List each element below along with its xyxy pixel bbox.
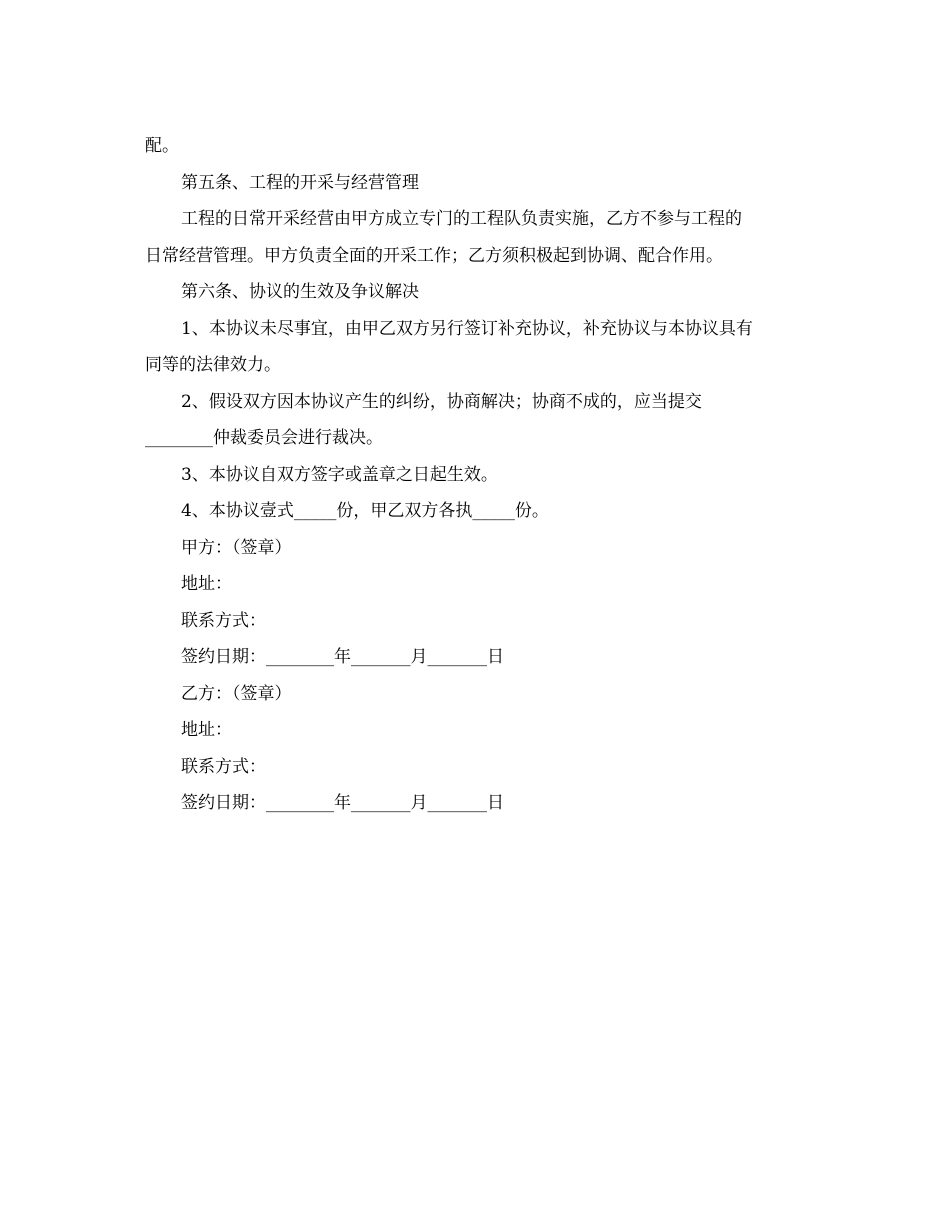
party-b-address: 地址： xyxy=(181,720,232,740)
party-b-sign-date: 签约日期：________年_______月_______日 xyxy=(181,793,504,813)
clause-2-line: 2、假设双方因本协议产生的纠纷，协商解决；协商不成的，应当提交 xyxy=(181,391,702,412)
paragraph-line: 日常经营管理。甲方负责全面的开采工作；乙方须积极起到协调、配合作用。 xyxy=(145,245,723,266)
party-a-contact: 联系方式： xyxy=(181,610,266,631)
article-5-heading: 第五条、工程的开采与经营管理 xyxy=(181,172,419,193)
clause-2-continuation: ________仲裁委员会进行裁决。 xyxy=(145,428,383,448)
clause-3-line: 3、本协议自双方签字或盖章之日起生效。 xyxy=(181,464,498,485)
party-a-signature: 甲方：（签章） xyxy=(181,537,292,558)
paragraph-line: 配。 xyxy=(145,136,179,156)
clause-4-line: 4、本协议壹式_____份，甲乙双方各执_____份。 xyxy=(181,501,549,521)
clause-1-continuation: 同等的法律效力。 xyxy=(145,355,281,375)
article-6-heading: 第六条、协议的生效及争议解决 xyxy=(181,282,419,302)
clause-1-line: 1、本协议未尽事宜，由甲乙双方另行签订补充协议，补充协议与本协议具有 xyxy=(181,318,753,339)
party-b-signature: 乙方：（签章） xyxy=(181,683,292,704)
party-b-contact: 联系方式： xyxy=(181,756,266,777)
party-a-address: 地址： xyxy=(181,574,232,594)
paragraph-line: 工程的日常开采经营由甲方成立专门的工程队负责实施，乙方不参与工程的 xyxy=(181,209,742,229)
party-a-sign-date: 签约日期：________年_______月_______日 xyxy=(181,647,504,667)
document-body xyxy=(145,128,810,822)
